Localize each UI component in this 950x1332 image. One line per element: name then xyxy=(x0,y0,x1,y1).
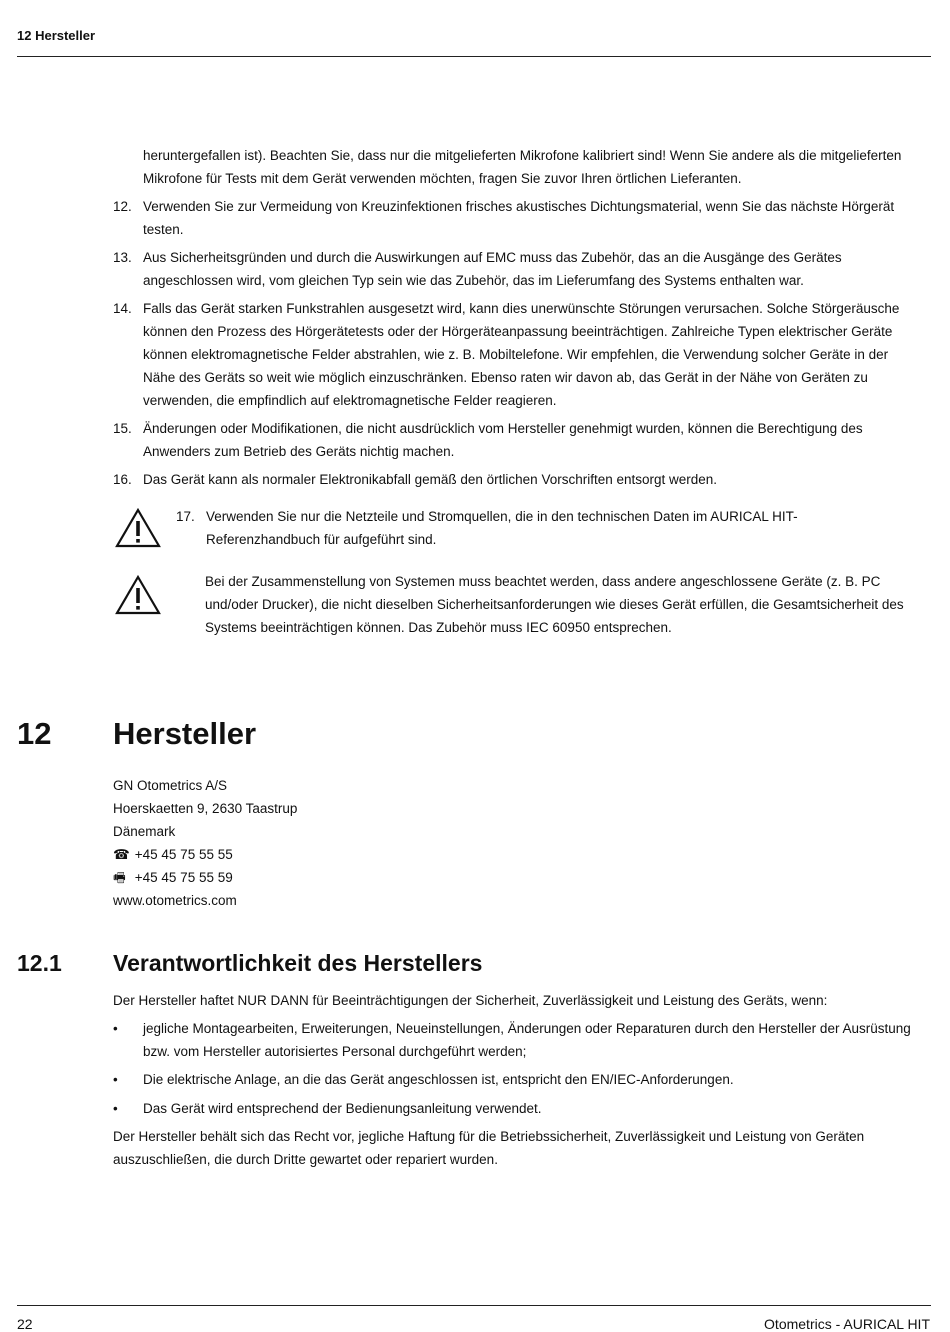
running-header: 12 Hersteller xyxy=(17,28,96,43)
list-number: 14. xyxy=(113,301,132,316)
footer-divider xyxy=(17,1305,931,1306)
fax-number: +45 45 75 55 59 xyxy=(134,870,233,885)
list-item-12 xyxy=(113,195,921,241)
bullet-text: jegliche Montagearbeiten, Erweiterungen, Neueinstellungen, Änderungen oder Reparaturen durch den Hersteller der Ausrüstung bzw. vom Hersteller autorisiertes Personal durchgeführt werden; xyxy=(143,1021,911,1059)
bullet-item xyxy=(113,1068,921,1091)
bullet-item xyxy=(113,1097,921,1120)
page-number: 22 xyxy=(17,1316,33,1332)
list-text: Aus Sicherheitsgründen und durch die Auswirkungen auf EMC muss das Zubehör, das an die Ausgänge des Gerätes angeschlossen wird, vom gleichen Typ sein wie das Zubehör, das im Lieferumfang des Systems enthalten war. xyxy=(143,250,842,288)
list-number: 17. xyxy=(176,509,195,524)
list-item-16 xyxy=(113,468,921,491)
list-text: Änderungen oder Modifikationen, die nicht ausdrücklich vom Hersteller genehmigt wurden, können die Berechtigung des Anwenders zum Betrieb des Geräts nichtig machen. xyxy=(143,421,863,459)
company-phone xyxy=(113,843,233,866)
subsection-title: Verantwortlichkeit des Herstellers xyxy=(113,950,483,976)
section-number: 12 xyxy=(17,716,52,751)
phone-number: +45 45 75 55 55 xyxy=(134,847,233,862)
continuation-text: heruntergefallen ist). Beachten Sie, dass nur die mitgelieferten Mikrofone kalibriert sind! Wenn Sie andere als die mitgelieferten Mikrofone für Tests mit dem Gerät verwenden möchten, fragen Sie zuvor Ihren örtlichen Lieferanten. xyxy=(143,148,902,186)
list-number: 12. xyxy=(113,199,132,214)
subsection-number: 12.1 xyxy=(17,950,62,976)
company-name: GN Otometrics A/S xyxy=(113,778,228,793)
warning-text: Bei der Zusammenstellung von Systemen muss beachtet werden, dass andere angeschlossene Geräte (z. B. PC und/oder Drucker), die nicht dieselben Sicherheitsanforderungen wie dieses Gerät erfüllen, die Gesamtsicherheit des Systems beeinträchtigen können. Das Zubehör muss IEC 60950 entsprechen. xyxy=(205,574,904,635)
list-text: Das Gerät kann als normaler Elektronikabfall gemäß den örtlichen Vorschriften entsorgt werden. xyxy=(143,472,718,487)
warning-icon xyxy=(115,507,161,549)
list-item-14 xyxy=(113,297,921,412)
fax-icon: 🖷 xyxy=(113,870,126,885)
bullet-text: Die elektrische Anlage, an die das Gerät angeschlossen ist, entspricht den EN/IEC-Anforderungen. xyxy=(143,1072,734,1087)
company-fax xyxy=(113,866,233,889)
header-divider xyxy=(17,56,931,57)
section-title: Hersteller xyxy=(113,716,257,751)
list-item-13 xyxy=(113,246,921,292)
list-item-15 xyxy=(113,417,921,463)
company-street: Hoerskaetten 9, 2630 Taastrup xyxy=(113,801,298,816)
warning-icon xyxy=(115,574,161,616)
list-number: 13. xyxy=(113,250,132,265)
responsibility-intro: Der Hersteller haftet NUR DANN für Beeinträchtigungen der Sicherheit, Zuverlässigkeit und Leistung des Geräts, wenn: xyxy=(113,993,828,1008)
list-number: 15. xyxy=(113,421,132,436)
company-website: www.otometrics.com xyxy=(113,893,237,908)
bullet-item xyxy=(113,1017,921,1063)
bullet-marker: • xyxy=(113,1072,118,1087)
footer-product: Otometrics - AURICAL HIT xyxy=(764,1316,930,1332)
warning-item-17 xyxy=(176,505,891,551)
responsibility-outro: Der Hersteller behält sich das Recht vor, jegliche Haftung für die Betriebssicherheit, Zuverlässigkeit und Leistung von Geräten auszuschließen, die durch Dritte gewartet oder repariert wurden. xyxy=(113,1129,865,1167)
list-text: Verwenden Sie zur Vermeidung von Kreuzinfektionen frisches akustisches Dichtungsmaterial, wenn Sie das nächste Hörgerät testen. xyxy=(143,199,895,237)
list-text: Falls das Gerät starken Funkstrahlen ausgesetzt wird, kann dies unerwünschte Störungen verursachen. Solche Störgeräusche können den Prozess des Hörgerätetests oder der Hörgeräteanpassung beeinträchtigen. Zahlreiche Typen elektrischer Geräte können elektromagnetische Felder abstrahlen, wie z. B. Mobiltelefone. Wir empfehlen, die Verwendung solcher Geräte in der Nähe des Geräts so weit wie möglich einzuschränken. Ebenso raten wir davon ab, das Gerät in der Nähe von Geräten zu verwenden, die empfindlich auf elektromagnetische Felder reagieren. xyxy=(143,301,900,408)
bullet-marker: • xyxy=(113,1021,118,1036)
phone-icon: ☎ xyxy=(113,847,130,862)
warning-text: Verwenden Sie nur die Netzteile und Stromquellen, die in den technischen Daten im AURICAL HIT-Referenzhandbuch für aufgeführt sind. xyxy=(206,509,798,547)
list-number: 16. xyxy=(113,472,132,487)
company-country: Dänemark xyxy=(113,824,176,839)
bullet-marker: • xyxy=(113,1101,118,1116)
bullet-text: Das Gerät wird entsprechend der Bedienungsanleitung verwendet. xyxy=(143,1101,542,1116)
